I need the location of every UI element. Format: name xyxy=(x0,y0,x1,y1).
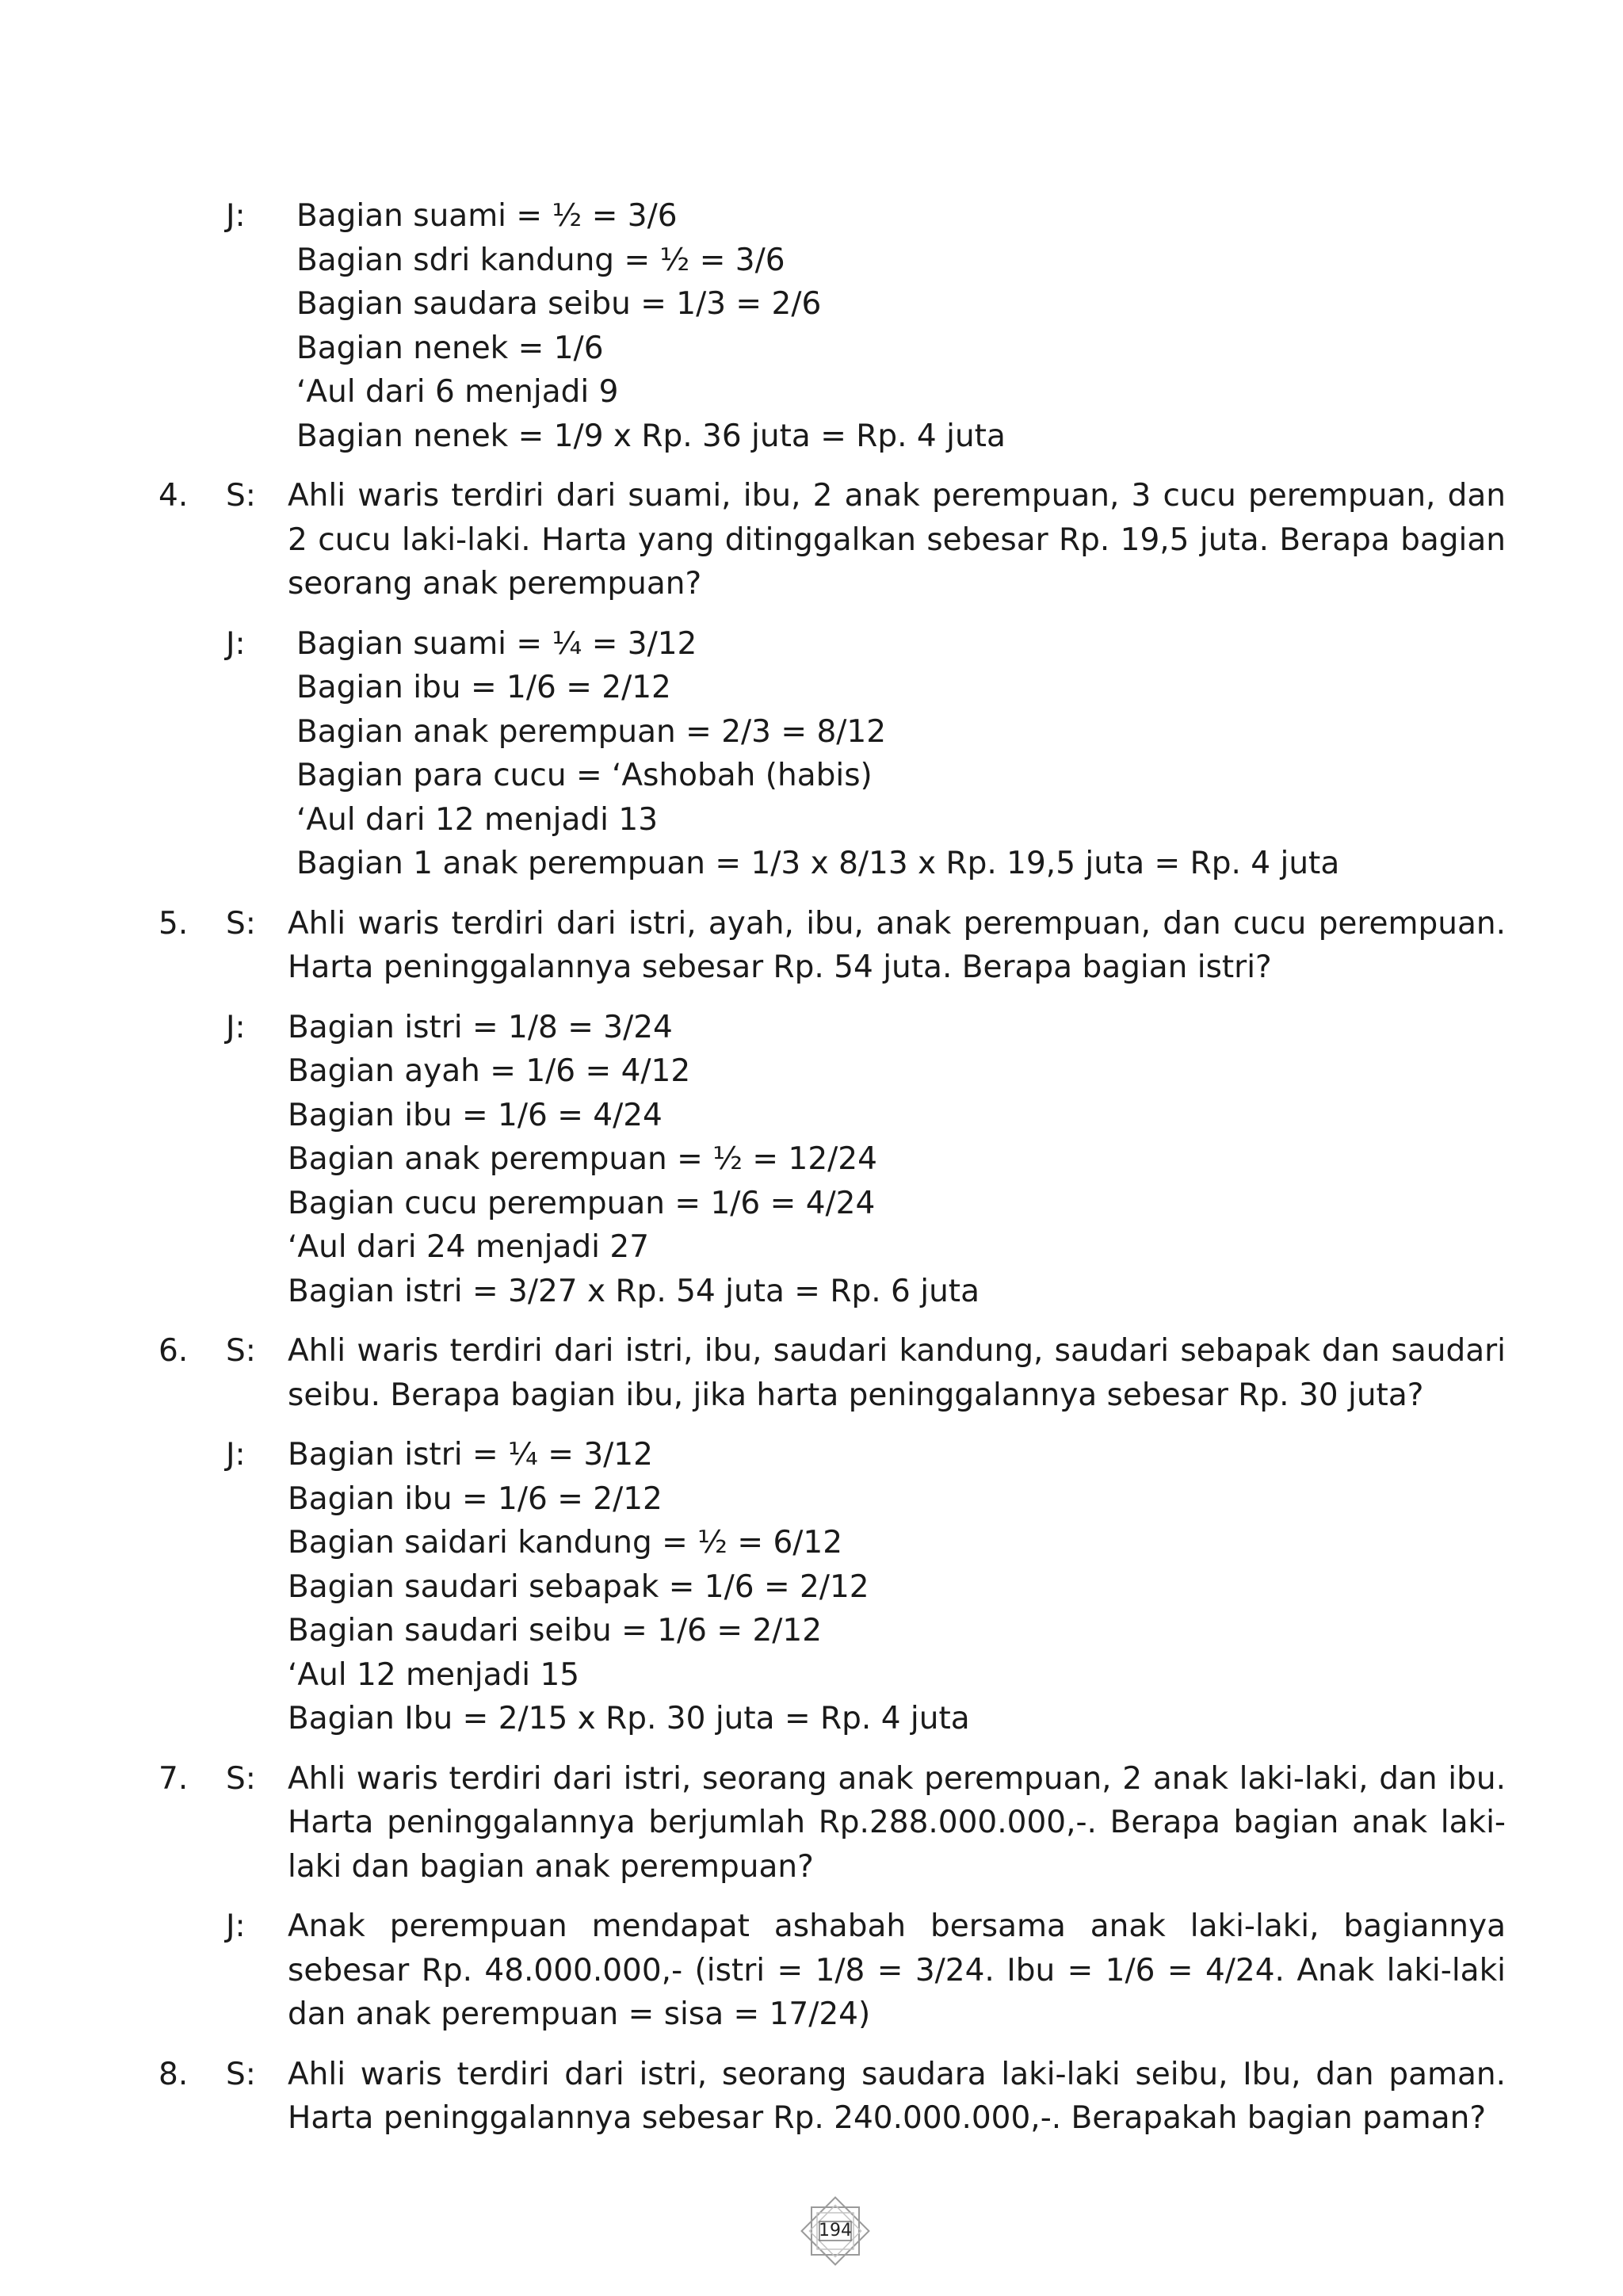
calculation-line: ‘Aul dari 12 menjadi 13 xyxy=(296,801,659,838)
answer-tag: J: xyxy=(226,1009,246,1045)
block-body xyxy=(288,2053,1506,2141)
answer-tag: J: xyxy=(226,198,246,234)
item-number: 8. xyxy=(158,2056,189,2092)
calculation-line: ‘Aul dari 6 menjadi 9 xyxy=(296,374,619,410)
question-tag: S: xyxy=(226,905,256,942)
block-body xyxy=(288,1904,1506,2037)
paragraph: Ahli waris terdiri dari istri, seorang anak perempuan, 2 anak laki-laki, dan ibu. Harta peninggalannya berjumlah Rp.288.000.000,-. Berapa bagian anak laki-laki dan bagian anak perempuan? xyxy=(288,1760,1506,1885)
answer-block xyxy=(158,1006,1506,1314)
block-body xyxy=(288,902,1506,990)
block-body xyxy=(288,622,1506,886)
question-block xyxy=(158,902,1506,990)
question-tag: S: xyxy=(226,2056,256,2092)
answer-tag: J: xyxy=(226,1437,246,1473)
answer-block xyxy=(158,622,1506,886)
item-number: 4. xyxy=(158,478,189,514)
question-block xyxy=(158,1757,1506,1889)
calculation-line: Bagian istri = ¼ = 3/12 xyxy=(288,1437,653,1473)
answer-block xyxy=(158,194,1506,458)
block-body xyxy=(288,194,1506,458)
paragraph: Ahli waris terdiri dari istri, ayah, ibu, anak perempuan, dan cucu perempuan. Harta peninggalannya sebesar Rp. 54 juta. Berapa bagian istri? xyxy=(288,905,1506,985)
answer-tag: J: xyxy=(226,1908,246,1944)
page-number: 194 xyxy=(819,2221,852,2241)
calculation-line: Bagian saudara seibu = 1/3 = 2/6 xyxy=(296,286,822,322)
calculation-line: Bagian anak perempuan = ½ = 12/24 xyxy=(288,1141,877,1177)
calculation-line: Bagian nenek = 1/9 x Rp. 36 juta = Rp. 4 juta xyxy=(296,418,1006,454)
calculation-line: Bagian saudari seibu = 1/6 = 2/12 xyxy=(288,1613,823,1648)
answer-tag: J: xyxy=(226,625,246,662)
calculation-line: Bagian ibu = 1/6 = 4/24 xyxy=(288,1097,663,1133)
calculation-line: Bagian suami = ¼ = 3/12 xyxy=(296,625,697,662)
calculation-line: Bagian 1 anak perempuan = 1/3 x 8/13 x Rp. 19,5 juta = Rp. 4 juta xyxy=(296,846,1340,881)
question-tag: S: xyxy=(226,1333,256,1369)
question-tag: S: xyxy=(226,1760,256,1797)
block-body xyxy=(288,1006,1506,1314)
item-number: 5. xyxy=(158,905,189,942)
calculation-line: Bagian Ibu = 2/15 x Rp. 30 juta = Rp. 4 juta xyxy=(288,1701,970,1736)
calculation-line: Bagian istri = 1/8 = 3/24 xyxy=(288,1009,673,1045)
document-content xyxy=(158,194,1506,2157)
calculation-line: Bagian cucu perempuan = 1/6 = 4/24 xyxy=(288,1185,876,1221)
calculation-line: Bagian para cucu = ‘Ashobah (habis) xyxy=(296,758,873,793)
calculation-line: Bagian saidari kandung = ½ = 6/12 xyxy=(288,1525,843,1561)
calculation-line: Bagian ibu = 1/6 = 2/12 xyxy=(288,1480,663,1517)
calculation-line: Bagian nenek = 1/6 xyxy=(296,330,604,366)
calculation-line: Bagian anak perempuan = 2/3 = 8/12 xyxy=(296,713,887,750)
block-body xyxy=(288,1757,1506,1889)
item-number: 6. xyxy=(158,1333,189,1369)
question-block xyxy=(158,474,1506,606)
item-number: 7. xyxy=(158,1760,189,1797)
paragraph: Ahli waris terdiri dari suami, ibu, 2 anak perempuan, 3 cucu perempuan, dan 2 cucu laki-laki. Harta yang ditinggalkan sebesar Rp. 19,5 juta. Berapa bagian seorang anak perempuan? xyxy=(288,478,1506,602)
block-body xyxy=(288,1433,1506,1741)
calculation-line: ‘Aul 12 menjadi 15 xyxy=(288,1656,580,1693)
calculation-line: Bagian ibu = 1/6 = 2/12 xyxy=(296,670,671,705)
block-body xyxy=(288,1329,1506,1417)
calculation-line: Bagian istri = 3/27 x Rp. 54 juta = Rp. 6 juta xyxy=(288,1273,980,1309)
question-block xyxy=(158,2053,1506,2141)
calculation-line: Bagian saudari sebapak = 1/6 = 2/12 xyxy=(288,1568,869,1605)
paragraph: Anak perempuan mendapat ashabah bersama anak laki-laki, bagiannya sebesar Rp. 48.000.000,- (istri = 1/8 = 3/24. Ibu = 1/6 = 4/24. Anak laki-laki dan anak perempuan = sisa = 17/24) xyxy=(288,1908,1506,2032)
calculation-line: ‘Aul dari 24 menjadi 27 xyxy=(288,1229,650,1265)
question-tag: S: xyxy=(226,478,256,514)
paragraph: Ahli waris terdiri dari istri, ibu, saudari kandung, saudari sebapak dan saudari seibu. Berapa bagian ibu, jika harta peninggalannya sebesar Rp. 30 juta? xyxy=(288,1333,1506,1413)
calculation-line: Bagian suami = ½ = 3/6 xyxy=(296,198,678,234)
page-number-badge xyxy=(793,2189,877,2273)
question-block xyxy=(158,1329,1506,1417)
calculation-line: Bagian ayah = 1/6 = 4/12 xyxy=(288,1053,691,1089)
calculation-line: Bagian sdri kandung = ½ = 3/6 xyxy=(296,242,785,278)
answer-block xyxy=(158,1904,1506,2037)
answer-block xyxy=(158,1433,1506,1741)
block-body xyxy=(288,474,1506,606)
paragraph: Ahli waris terdiri dari istri, seorang saudara laki-laki seibu, Ibu, dan paman. Harta peninggalannya sebesar Rp. 240.000.000,-. Berapakah bagian paman? xyxy=(288,2056,1506,2136)
